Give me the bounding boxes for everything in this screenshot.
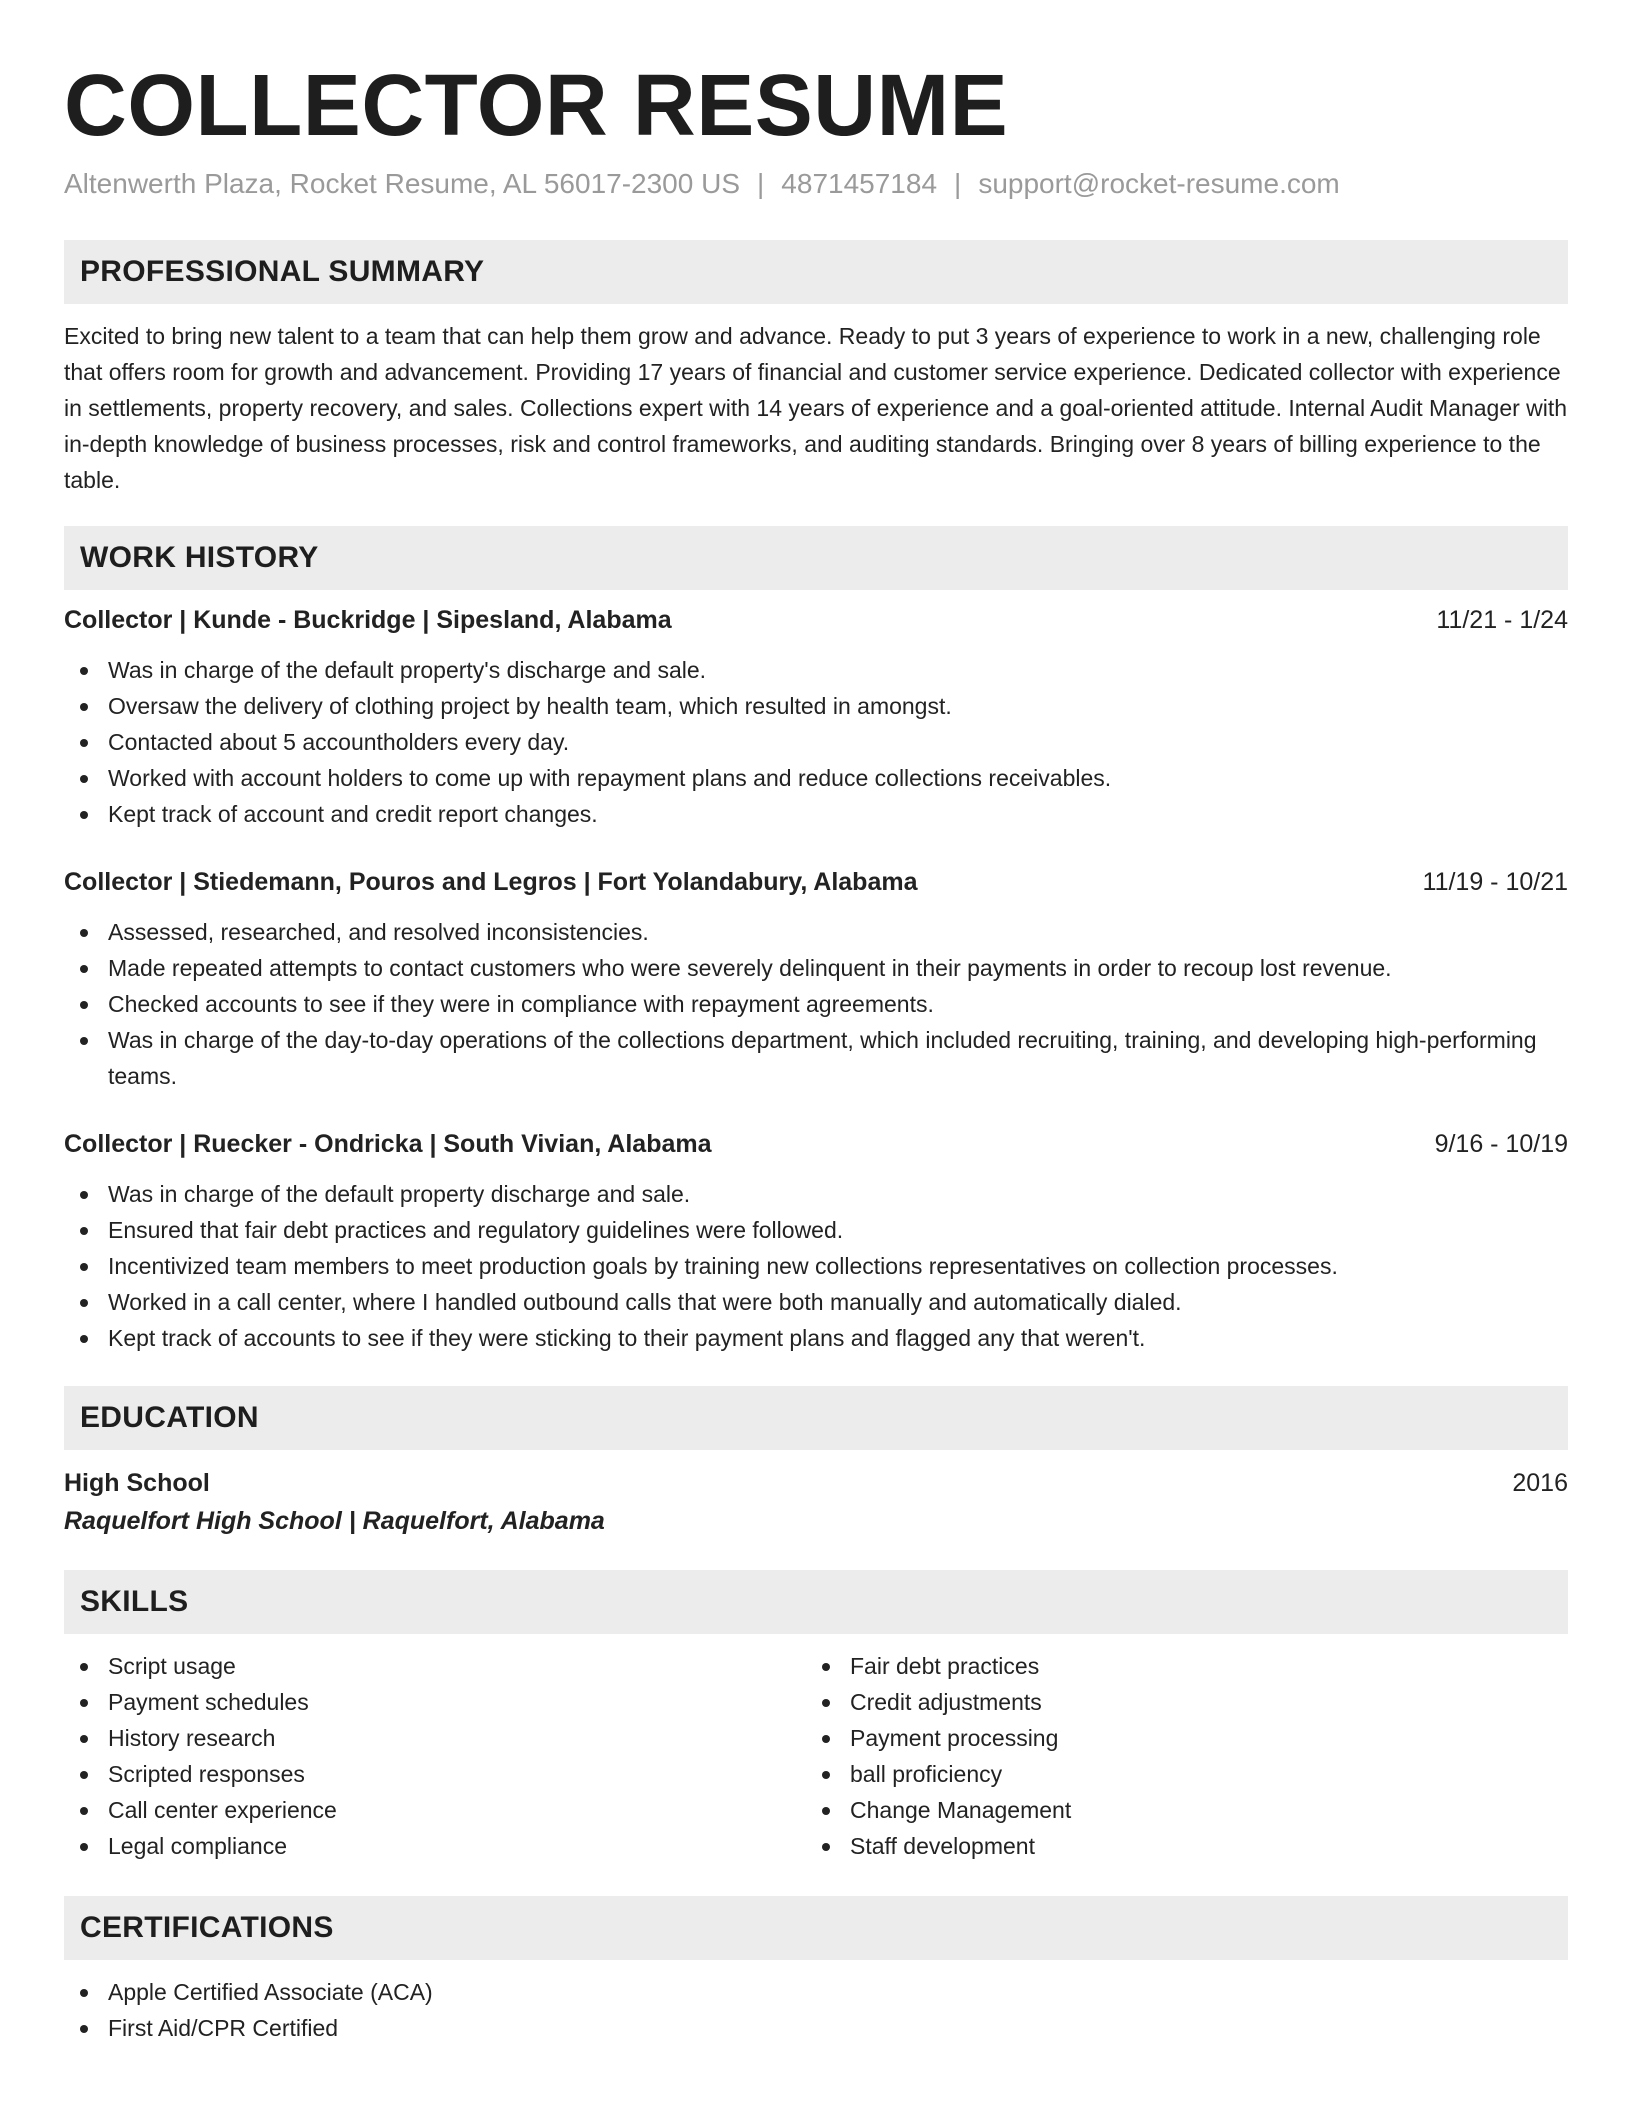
job-bullet: Was in charge of the day-to-day operations of the collections department, which included recruiting, training, and developing high-performing teams. (64, 1022, 1568, 1094)
section-heading-certifications: CERTIFICATIONS (64, 1896, 1568, 1960)
skill-item: Scripted responses (64, 1756, 806, 1792)
job-title: Collector | Kunde - Buckridge | Sipesland, Alabama (64, 606, 672, 634)
job-bullet-list (64, 652, 1568, 832)
certification-item: Apple Certified Associate (ACA) (64, 1974, 1568, 2010)
job-dates: 9/16 - 10/19 (1434, 1130, 1568, 1158)
skill-item: Payment processing (806, 1720, 1548, 1756)
job-entry (64, 864, 1568, 1094)
job-bullet: Assessed, researched, and resolved inconsistencies. (64, 914, 1568, 950)
resume-title: COLLECTOR RESUME (64, 57, 1009, 154)
skill-item: Call center experience (64, 1792, 806, 1828)
section-heading-work-history: WORK HISTORY (64, 526, 1568, 590)
job-bullet: Worked with account holders to come up with repayment plans and reduce collections receivables. (64, 760, 1568, 796)
skill-item: Fair debt practices (806, 1648, 1548, 1684)
education-year: 2016 (1512, 1469, 1568, 1497)
skill-item: Change Management (806, 1792, 1548, 1828)
resume-page (64, 56, 1568, 2046)
summary-text: Excited to bring new talent to a team that can help them grow and advance. Ready to put 3 years of experience to work in a new, challenging role that offers room for growth and advancement. Providing 17 years of financial and customer service experience. Dedicated collector with experience in settlements, property recovery, and sales. Collections expert with 14 years of experience and a goal-oriented attitude. Internal Audit Manager with in-depth knowledge of business processes, risk and control frameworks, and auditing standards. Bringing over 8 years of billing experience to the table. (64, 323, 1568, 493)
certifications-list (64, 1974, 1568, 2046)
skills-column-right (806, 1648, 1548, 1864)
job-header (64, 864, 1568, 900)
job-bullet: Kept track of account and credit report changes. (64, 796, 1568, 832)
job-dates: 11/21 - 1/24 (1436, 606, 1568, 634)
skills-column-left (64, 1648, 806, 1864)
skill-item: Credit adjustments (806, 1684, 1548, 1720)
job-dates: 11/19 - 10/21 (1422, 868, 1568, 896)
job-bullet-list (64, 1176, 1568, 1356)
contact-address: Altenwerth Plaza, Rocket Resume, AL 56017-2300 US (64, 168, 741, 199)
contact-email: support@rocket-resume.com (978, 168, 1340, 199)
skill-item: History research (64, 1720, 806, 1756)
education-header (64, 1464, 1568, 1502)
job-bullet: Contacted about 5 accountholders every day. (64, 724, 1568, 760)
skills-grid (64, 1648, 1568, 1864)
skill-item: Script usage (64, 1648, 806, 1684)
job-title: Collector | Ruecker - Ondricka | South Vivian, Alabama (64, 1130, 712, 1158)
contact-phone: 4871457184 (781, 168, 938, 199)
job-title: Collector | Stiedemann, Pouros and Legros | Fort Yolandabury, Alabama (64, 868, 918, 896)
job-bullet: Incentivized team members to meet production goals by training new collections representatives on collection processes. (64, 1248, 1568, 1284)
job-entry (64, 602, 1568, 832)
section-heading-education: EDUCATION (64, 1386, 1568, 1450)
skill-item: Legal compliance (64, 1828, 806, 1864)
skill-item: ball proficiency (806, 1756, 1548, 1792)
job-bullet: Made repeated attempts to contact customers who were severely delinquent in their payments in order to recoup lost revenue. (64, 950, 1568, 986)
certification-item: First Aid/CPR Certified (64, 2010, 1568, 2046)
job-bullet: Checked accounts to see if they were in compliance with repayment agreements. (64, 986, 1568, 1022)
education-entry (64, 1464, 1568, 1540)
skill-item: Staff development (806, 1828, 1548, 1864)
job-bullet-list (64, 914, 1568, 1094)
job-bullet: Was in charge of the default property's discharge and sale. (64, 652, 1568, 688)
job-bullet: Was in charge of the default property discharge and sale. (64, 1176, 1568, 1212)
job-bullet: Worked in a call center, where I handled outbound calls that were both manually and automatically dialed. (64, 1284, 1568, 1320)
education-school: Raquelfort High School | Raquelfort, Alabama (64, 1507, 605, 1535)
job-bullet: Kept track of accounts to see if they were sticking to their payment plans and flagged any that weren't. (64, 1320, 1568, 1356)
job-bullet: Ensured that fair debt practices and regulatory guidelines were followed. (64, 1212, 1568, 1248)
job-entry (64, 1126, 1568, 1356)
contact-line (64, 166, 1568, 202)
job-header (64, 1126, 1568, 1162)
contact-separator: | (757, 168, 765, 199)
education-degree: High School (64, 1469, 210, 1497)
job-header (64, 602, 1568, 638)
section-heading-summary: PROFESSIONAL SUMMARY (64, 240, 1568, 304)
section-heading-skills: SKILLS (64, 1570, 1568, 1634)
skill-item: Payment schedules (64, 1684, 806, 1720)
job-bullet: Oversaw the delivery of clothing project by health team, which resulted in amongst. (64, 688, 1568, 724)
contact-separator: | (954, 168, 962, 199)
